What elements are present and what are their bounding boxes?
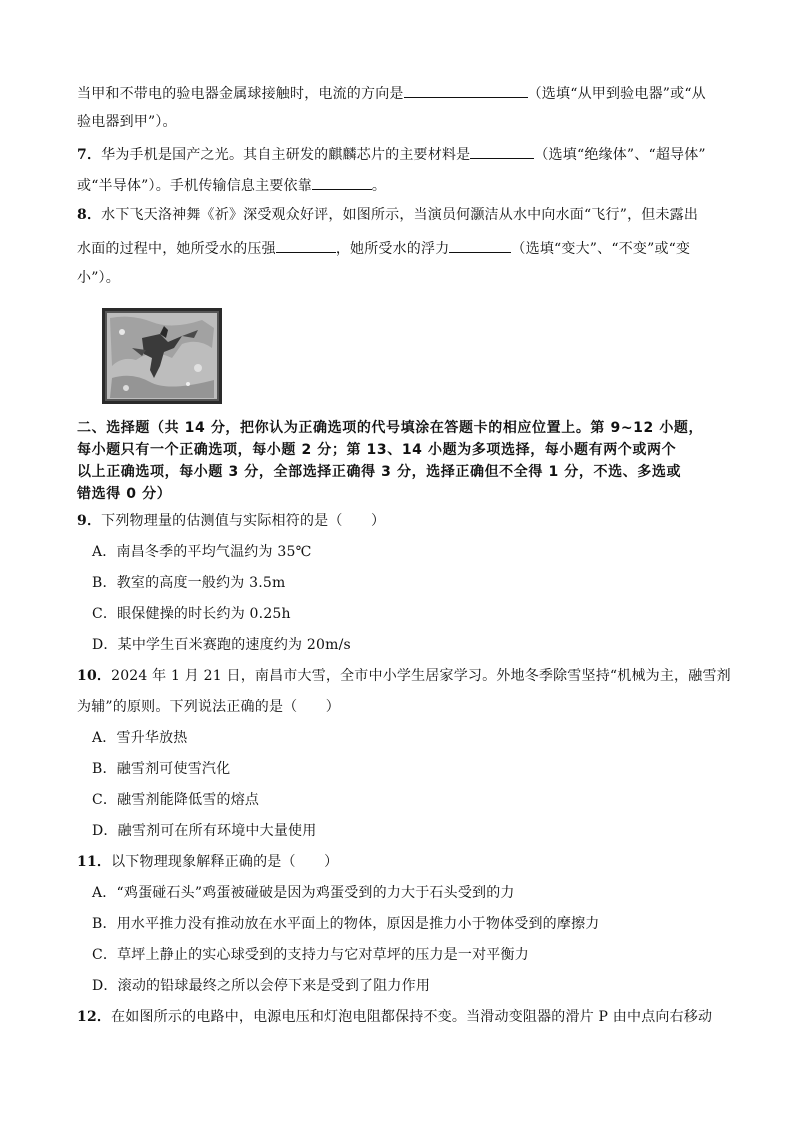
- section2-heading-line-1: 二、选择题（共 14 分，把你认为正确选项的代号填涂在答题卡的相应位置上。第 9~12 小题，: [77, 420, 704, 436]
- q9-stem-text: 下列物理量的估测值与实际相符的是（ ）: [101, 513, 386, 529]
- q7-options: （选填“绝缘体”、“超导体”: [534, 147, 706, 163]
- q8-line-2: [77, 238, 690, 258]
- q11-option-c[interactable]: C．草坪上静止的实心球受到的支持力与它对草坪的压力是一对平衡力: [92, 947, 529, 963]
- q8-answer-blank-2[interactable]: [449, 238, 511, 253]
- q8-line-3: 小”）。: [77, 270, 120, 286]
- q8-options: （选填“变大”、“不变”或“变: [511, 241, 691, 257]
- q11-option-a[interactable]: A．“鸡蛋碰石头”鸡蛋被碰破是因为鸡蛋受到的力大于石头受到的力: [92, 885, 515, 901]
- q10-option-d[interactable]: D．融雪剂可在所有环境中大量使用: [92, 823, 317, 839]
- q6-text: 当甲和不带电的验电器金属球接触时，电流的方向是: [77, 86, 404, 102]
- q12-stem: [77, 1008, 712, 1026]
- q8-answer-blank-1[interactable]: [276, 238, 336, 253]
- q7-line-1: [77, 144, 706, 164]
- q9-number: 9．: [77, 513, 102, 529]
- q8-text-3: ，她所受水的浮力: [335, 241, 450, 257]
- q8-text: 水下飞天洛神舞《祈》深受观众好评，如图所示，当演员何灏洁从水中向水面“飞行”，但未露出: [101, 207, 699, 223]
- q6-answer-blank[interactable]: [404, 83, 528, 98]
- q7-number: 7．: [77, 147, 102, 163]
- section2-heading-line-3: 以上正确选项，每小题 3 分，全部选择正确得 3 分，选择正确但不全得 1 分，不选、多选或: [77, 464, 682, 480]
- q12-number: 12．: [77, 1009, 112, 1025]
- q7-answer-blank-1[interactable]: [470, 144, 534, 159]
- q10-option-a[interactable]: A．雪升华放热: [92, 730, 188, 746]
- q7-text-2: 或“半导体”）。手机传输信息主要依靠: [77, 178, 312, 194]
- underwater-dance-photo: [102, 308, 222, 404]
- section2-heading-line-4: 错选得 0 分）: [77, 486, 172, 502]
- q10-stem-text: 2024 年 1 月 21 日，南昌市大雪，全市中小学生居家学习。外地冬季除雪坚持“机械为主，融雪剂: [111, 668, 731, 684]
- q10-option-b[interactable]: B．融雪剂可使雪汽化: [92, 761, 231, 777]
- q11-option-b[interactable]: B．用水平推力没有推动放在水平面上的物体，原因是推力小于物体受到的摩擦力: [92, 916, 600, 932]
- q9-option-c[interactable]: C．眼保健操的时长约为 0.25h: [92, 606, 291, 622]
- q11-stem-text: 以下物理现象解释正确的是（ ）: [111, 854, 339, 870]
- q7-answer-blank-2[interactable]: [312, 175, 372, 190]
- q11-option-d[interactable]: D．滚动的铅球最终之所以会停下来是受到了阻力作用: [92, 978, 431, 994]
- section2-heading-line-2: 每小题只有一个正确选项，每小题 2 分；第 13、14 小题为多项选择，每小题有两个或两个: [77, 442, 677, 458]
- q7-text: 华为手机是国产之光。其自主研发的麒麟芯片的主要材料是: [101, 147, 471, 163]
- q9-option-a[interactable]: A．南昌冬季的平均气温约为 35℃: [92, 544, 312, 560]
- q9-stem: [77, 512, 385, 530]
- q8-text-2: 水面的过程中，她所受水的压强: [77, 241, 276, 257]
- q12-stem-text: 在如图所示的电路中，电源电压和灯泡电阻都保持不变。当滑动变阻器的滑片 P 由中点向右移动: [111, 1009, 713, 1025]
- q6-options: （选填“从甲到验电器”或“从: [527, 86, 706, 102]
- q9-option-b[interactable]: B．教室的高度一般约为 3.5m: [92, 575, 286, 591]
- q7-period: 。: [371, 178, 387, 194]
- q10-stem-line-2: 为辅”的原则。下列说法正确的是（ ）: [77, 699, 340, 715]
- q9-option-d[interactable]: D．某中学生百米赛跑的速度约为 20m/s: [92, 637, 351, 653]
- q8-line-1: [77, 206, 698, 224]
- q10-stem-line-1: [77, 667, 731, 685]
- q10-number: 10．: [77, 668, 112, 684]
- q11-stem: [77, 853, 338, 871]
- q6-line-2: 验电器到甲”）。: [77, 114, 177, 130]
- q8-number: 8．: [77, 207, 102, 223]
- q11-number: 11．: [77, 854, 112, 870]
- q6-line-1: [77, 83, 706, 103]
- q10-option-c[interactable]: C．融雪剂能降低雪的熔点: [92, 792, 260, 808]
- q7-line-2: [77, 175, 386, 195]
